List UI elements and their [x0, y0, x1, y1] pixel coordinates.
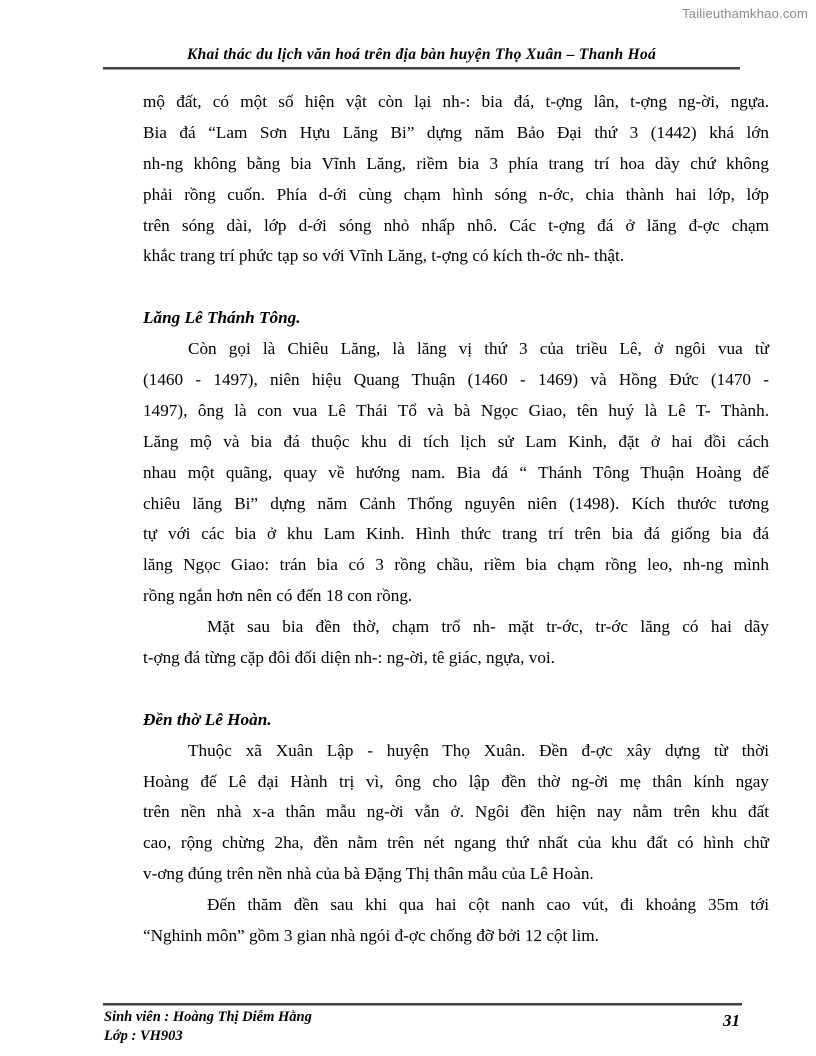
- text-line: Thuộc xã Xuân Lập - huyện Thọ Xuân. Đền đ-ợc xây dựng từ thời: [188, 740, 769, 760]
- text-line: khắc trang trí phức tạp so với Vĩnh Lăng, t-ợng có kích th-ớc nh- thật.: [143, 246, 625, 266]
- paragraph: [143, 612, 769, 674]
- text-line: trên nền nhà x-a thân mẫu ng-ời vẫn ở. Ngôi đền hiện nay nằm trên khu đất: [143, 802, 769, 822]
- section-den-tho-le-hoan: [143, 705, 769, 952]
- running-header-title: Khai thác du lịch văn hoá trên địa bàn huyện Thọ Xuân – Thanh Hoá: [186, 46, 657, 63]
- section-lang-le-thanh-tong: [143, 303, 769, 674]
- paragraph: [143, 334, 769, 612]
- text-line: Bia đá “Lam Sơn Hựu Lăng Bi” dựng năm Bảo Đại thứ 3 (1442) khá lớn: [143, 122, 769, 142]
- text-line: tự với các bia ở khu Lam Kinh. Hình thức trang trí trên bia đá giống bia đá: [143, 524, 769, 544]
- text-line: lăng Ngọc Giao: trán bia có 3 rồng chầu, riềm bia chạm rồng leo, nh-ng mình: [143, 555, 769, 575]
- text-line: Hoàng đế Lê đại Hành trị vì, ông cho lập đền thờ ng-ời mẹ thân kính ngay: [143, 771, 769, 791]
- footer-student-name: Sinh viên : Hoàng Thị Diễm Hằng: [104, 1009, 312, 1025]
- text-line: rồng ngắn hơn nên có đến 18 con rồng.: [143, 586, 413, 606]
- footer-class: Lớp : VH903: [104, 1028, 183, 1044]
- text-line: phải rồng cuốn. Phía d-ới cùng chạm hình sóng n-ớc, chia thành hai lớp, lớp: [143, 184, 769, 204]
- footer-author-block: [104, 1008, 312, 1046]
- section-intro: [143, 87, 769, 272]
- text-line: Còn gọi là Chiêu Lăng, là lăng vị thứ 3 của triều Lê, ở ngôi vua từ: [188, 339, 769, 359]
- text-line: v-ơng đúng trên nền nhà của bà Đặng Thị thân mẫu của Lê Hoàn.: [143, 864, 594, 884]
- section-heading: Lăng Lê Thánh Tông.: [143, 308, 301, 328]
- document-body: [143, 87, 769, 952]
- header-rule: [103, 67, 740, 70]
- text-line: “Nghinh môn” gồm 3 gian nhà ngói đ-ợc chống đỡ bởi 12 cột lim.: [143, 926, 599, 946]
- text-line: nh-ng không bằng bia Vĩnh Lăng, riềm bia 3 phía trang trí hoa dày chứ không: [143, 153, 769, 173]
- text-line: cao, rộng chừng 2ha, đền nằm trên nét ngang thứ nhất của khu đất có hình chữ: [143, 833, 769, 853]
- text-line: (1460 - 1497), niên hiệu Quang Thuận (1460 - 1469) và Hồng Đức (1470 -: [143, 370, 769, 390]
- paragraph: [143, 890, 769, 952]
- text-line: mộ đất, có một số hiện vật còn lại nh-: bia đá, t-ợng lân, t-ợng ng-ời, ngựa.: [143, 92, 769, 111]
- footer-rule: [103, 1003, 742, 1006]
- text-line: trên sóng dài, lớp d-ới sóng nhỏ nhấp nhô. Các t-ợng đá ở lăng đ-ợc chạm: [143, 215, 769, 235]
- watermark-text: Tailieuthamkhao.com: [682, 6, 808, 21]
- text-line: Lăng mộ và bia đá thuộc khu di tích lịch sử Lam Kinh, đặt ở hai đồi cách: [143, 431, 769, 451]
- blank-line: [143, 272, 769, 303]
- text-line: 1497), ông là con vua Lê Thái Tổ và bà Ngọc Giao, tên huý là Lê T- Thành.: [143, 400, 769, 420]
- paragraph: [143, 736, 769, 890]
- text-line: t-ợng đá từng cặp đôi đối diện nh-: ng-ời, tê giác, ngựa, voi.: [143, 648, 555, 668]
- blank-line: [143, 674, 769, 705]
- text-line: chiêu lăng Bi” dựng năm Cảnh Thống nguyên niên (1498). Kích thước tương: [143, 493, 769, 513]
- paragraph: [143, 87, 769, 272]
- section-heading: Đền thờ Lê Hoàn.: [143, 709, 272, 729]
- text-line: nhau một quãng, quay về hướng nam. Bia đá “ Thánh Tông Thuận Hoàng đế: [143, 462, 769, 482]
- text-line: Mặt sau bia đền thờ, chạm trổ nh- mặt tr-ớc, tr-ớc lăng có hai dãy: [207, 617, 769, 637]
- text-line: Đến thăm đền sau khi qua hai cột nanh cao vút, đi khoảng 35m tới: [207, 895, 769, 915]
- page-number: 31: [723, 1011, 740, 1030]
